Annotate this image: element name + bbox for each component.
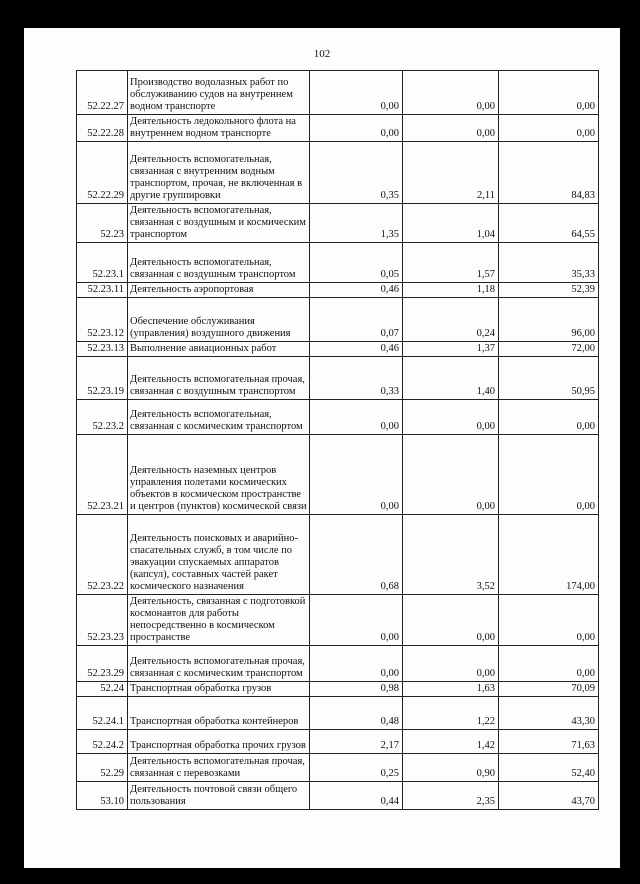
data-table [76, 70, 599, 810]
row-value-1: 0,00 [310, 71, 403, 115]
row-code: 52.23.22 [77, 515, 128, 595]
row-name: Деятельность наземных центров управления полетами космических объектов в космическом пространстве и центров (пунктов) космической связи [128, 435, 310, 515]
row-value-1: 0,00 [310, 400, 403, 435]
row-value-1: 0,98 [310, 682, 403, 697]
row-name: Деятельность поисковых и аварийно-спасательных служб, в том числе по эвакуации спускаемых аппаратов (капсул), составных частей ракет космического назначения [128, 515, 310, 595]
row-value-2: 2,11 [403, 142, 499, 204]
row-value-1: 2,17 [310, 730, 403, 754]
row-value-3: 71,63 [499, 730, 599, 754]
row-value-2: 1,22 [403, 697, 499, 730]
row-code: 52.24 [77, 682, 128, 697]
row-code: 52.24.1 [77, 697, 128, 730]
row-code: 53.10 [77, 782, 128, 810]
row-value-3: 0,00 [499, 595, 599, 646]
table-row [77, 283, 599, 298]
row-value-2: 0,00 [403, 595, 499, 646]
row-code: 52.23.29 [77, 646, 128, 682]
row-name: Деятельность ледокольного флота на внутреннем водном транспорте [128, 115, 310, 142]
row-value-3: 96,00 [499, 298, 599, 342]
table-row [77, 682, 599, 697]
row-value-3: 0,00 [499, 646, 599, 682]
row-code: 52.23.2 [77, 400, 128, 435]
row-code: 52.23.12 [77, 298, 128, 342]
row-value-1: 0,33 [310, 357, 403, 400]
row-value-2: 1,63 [403, 682, 499, 697]
row-value-1: 1,35 [310, 204, 403, 243]
table-row [77, 115, 599, 142]
row-value-2: 3,52 [403, 515, 499, 595]
row-name: Транспортная обработка контейнеров [128, 697, 310, 730]
row-value-1: 0,00 [310, 595, 403, 646]
row-value-2: 0,00 [403, 400, 499, 435]
table-row [77, 357, 599, 400]
row-value-3: 70,09 [499, 682, 599, 697]
row-name: Деятельность вспомогательная прочая, связанная с космическим транспортом [128, 646, 310, 682]
row-name: Транспортная обработка прочих грузов [128, 730, 310, 754]
row-value-1: 0,44 [310, 782, 403, 810]
table-row [77, 515, 599, 595]
table-row [77, 342, 599, 357]
row-value-3: 43,30 [499, 697, 599, 730]
row-value-1: 0,00 [310, 435, 403, 515]
table-body [77, 71, 599, 810]
row-value-1: 0,46 [310, 342, 403, 357]
row-value-1: 0,48 [310, 697, 403, 730]
row-value-1: 0,00 [310, 646, 403, 682]
table-row [77, 435, 599, 515]
row-value-2: 1,37 [403, 342, 499, 357]
row-value-1: 0,68 [310, 515, 403, 595]
row-name: Деятельность, связанная с подготовкой космонавтов для работы непосредственно в космическом пространстве [128, 595, 310, 646]
row-value-3: 52,40 [499, 754, 599, 782]
row-code: 52.23.21 [77, 435, 128, 515]
row-name: Транспортная обработка грузов [128, 682, 310, 697]
table-row [77, 298, 599, 342]
row-name: Выполнение авиационных работ [128, 342, 310, 357]
row-name: Деятельность вспомогательная, связанная с воздушным и космическим транспортом [128, 204, 310, 243]
row-value-3: 72,00 [499, 342, 599, 357]
row-name: Обеспечение обслуживания (управления) воздушного движения [128, 298, 310, 342]
table-row [77, 243, 599, 283]
row-value-1: 0,05 [310, 243, 403, 283]
table-row [77, 595, 599, 646]
row-value-3: 0,00 [499, 400, 599, 435]
row-value-3: 0,00 [499, 115, 599, 142]
row-value-1: 0,25 [310, 754, 403, 782]
row-code: 52.22.29 [77, 142, 128, 204]
row-value-2: 1,04 [403, 204, 499, 243]
table-row [77, 754, 599, 782]
row-value-2: 0,00 [403, 646, 499, 682]
row-value-1: 0,46 [310, 283, 403, 298]
row-value-1: 0,00 [310, 115, 403, 142]
table-row [77, 730, 599, 754]
page-number: 102 [313, 48, 331, 60]
table-row [77, 400, 599, 435]
table-row [77, 782, 599, 810]
row-name: Деятельность аэропортовая [128, 283, 310, 298]
row-name: Деятельность вспомогательная прочая, связанная с воздушным транспортом [128, 357, 310, 400]
table-row [77, 204, 599, 243]
row-value-2: 1,57 [403, 243, 499, 283]
table-row [77, 697, 599, 730]
row-value-3: 0,00 [499, 71, 599, 115]
row-value-2: 0,00 [403, 435, 499, 515]
row-value-2: 2,35 [403, 782, 499, 810]
row-name: Деятельность почтовой связи общего пользования [128, 782, 310, 810]
row-code: 52.23 [77, 204, 128, 243]
row-value-2: 0,24 [403, 298, 499, 342]
row-name: Деятельность вспомогательная прочая, связанная с перевозками [128, 754, 310, 782]
row-code: 52.23.11 [77, 283, 128, 298]
row-code: 52.23.23 [77, 595, 128, 646]
row-value-3: 174,00 [499, 515, 599, 595]
row-value-3: 35,33 [499, 243, 599, 283]
row-code: 52.22.27 [77, 71, 128, 115]
row-value-3: 52,39 [499, 283, 599, 298]
row-code: 52.29 [77, 754, 128, 782]
row-code: 52.23.19 [77, 357, 128, 400]
row-code: 52.23.13 [77, 342, 128, 357]
row-value-3: 43,70 [499, 782, 599, 810]
row-value-1: 0,35 [310, 142, 403, 204]
row-value-2: 0,00 [403, 115, 499, 142]
table-row [77, 646, 599, 682]
table-row [77, 142, 599, 204]
document-page [24, 28, 620, 868]
row-name: Деятельность вспомогательная, связанная с внутренним водным транспортом, прочая, не включенная в другие группировки [128, 142, 310, 204]
row-name: Деятельность вспомогательная, связанная с космическим транспортом [128, 400, 310, 435]
table-row [77, 71, 599, 115]
row-value-1: 0,07 [310, 298, 403, 342]
row-value-3: 0,00 [499, 435, 599, 515]
row-value-2: 1,40 [403, 357, 499, 400]
row-name: Производство водолазных работ по обслуживанию судов на внутреннем водном транспорте [128, 71, 310, 115]
row-value-2: 1,42 [403, 730, 499, 754]
row-value-3: 50,95 [499, 357, 599, 400]
row-value-2: 0,00 [403, 71, 499, 115]
row-code: 52.23.1 [77, 243, 128, 283]
row-name: Деятельность вспомогательная, связанная с воздушным транспортом [128, 243, 310, 283]
row-value-2: 0,90 [403, 754, 499, 782]
row-value-2: 1,18 [403, 283, 499, 298]
row-code: 52.22.28 [77, 115, 128, 142]
row-code: 52.24.2 [77, 730, 128, 754]
row-value-3: 64,55 [499, 204, 599, 243]
row-value-3: 84,83 [499, 142, 599, 204]
